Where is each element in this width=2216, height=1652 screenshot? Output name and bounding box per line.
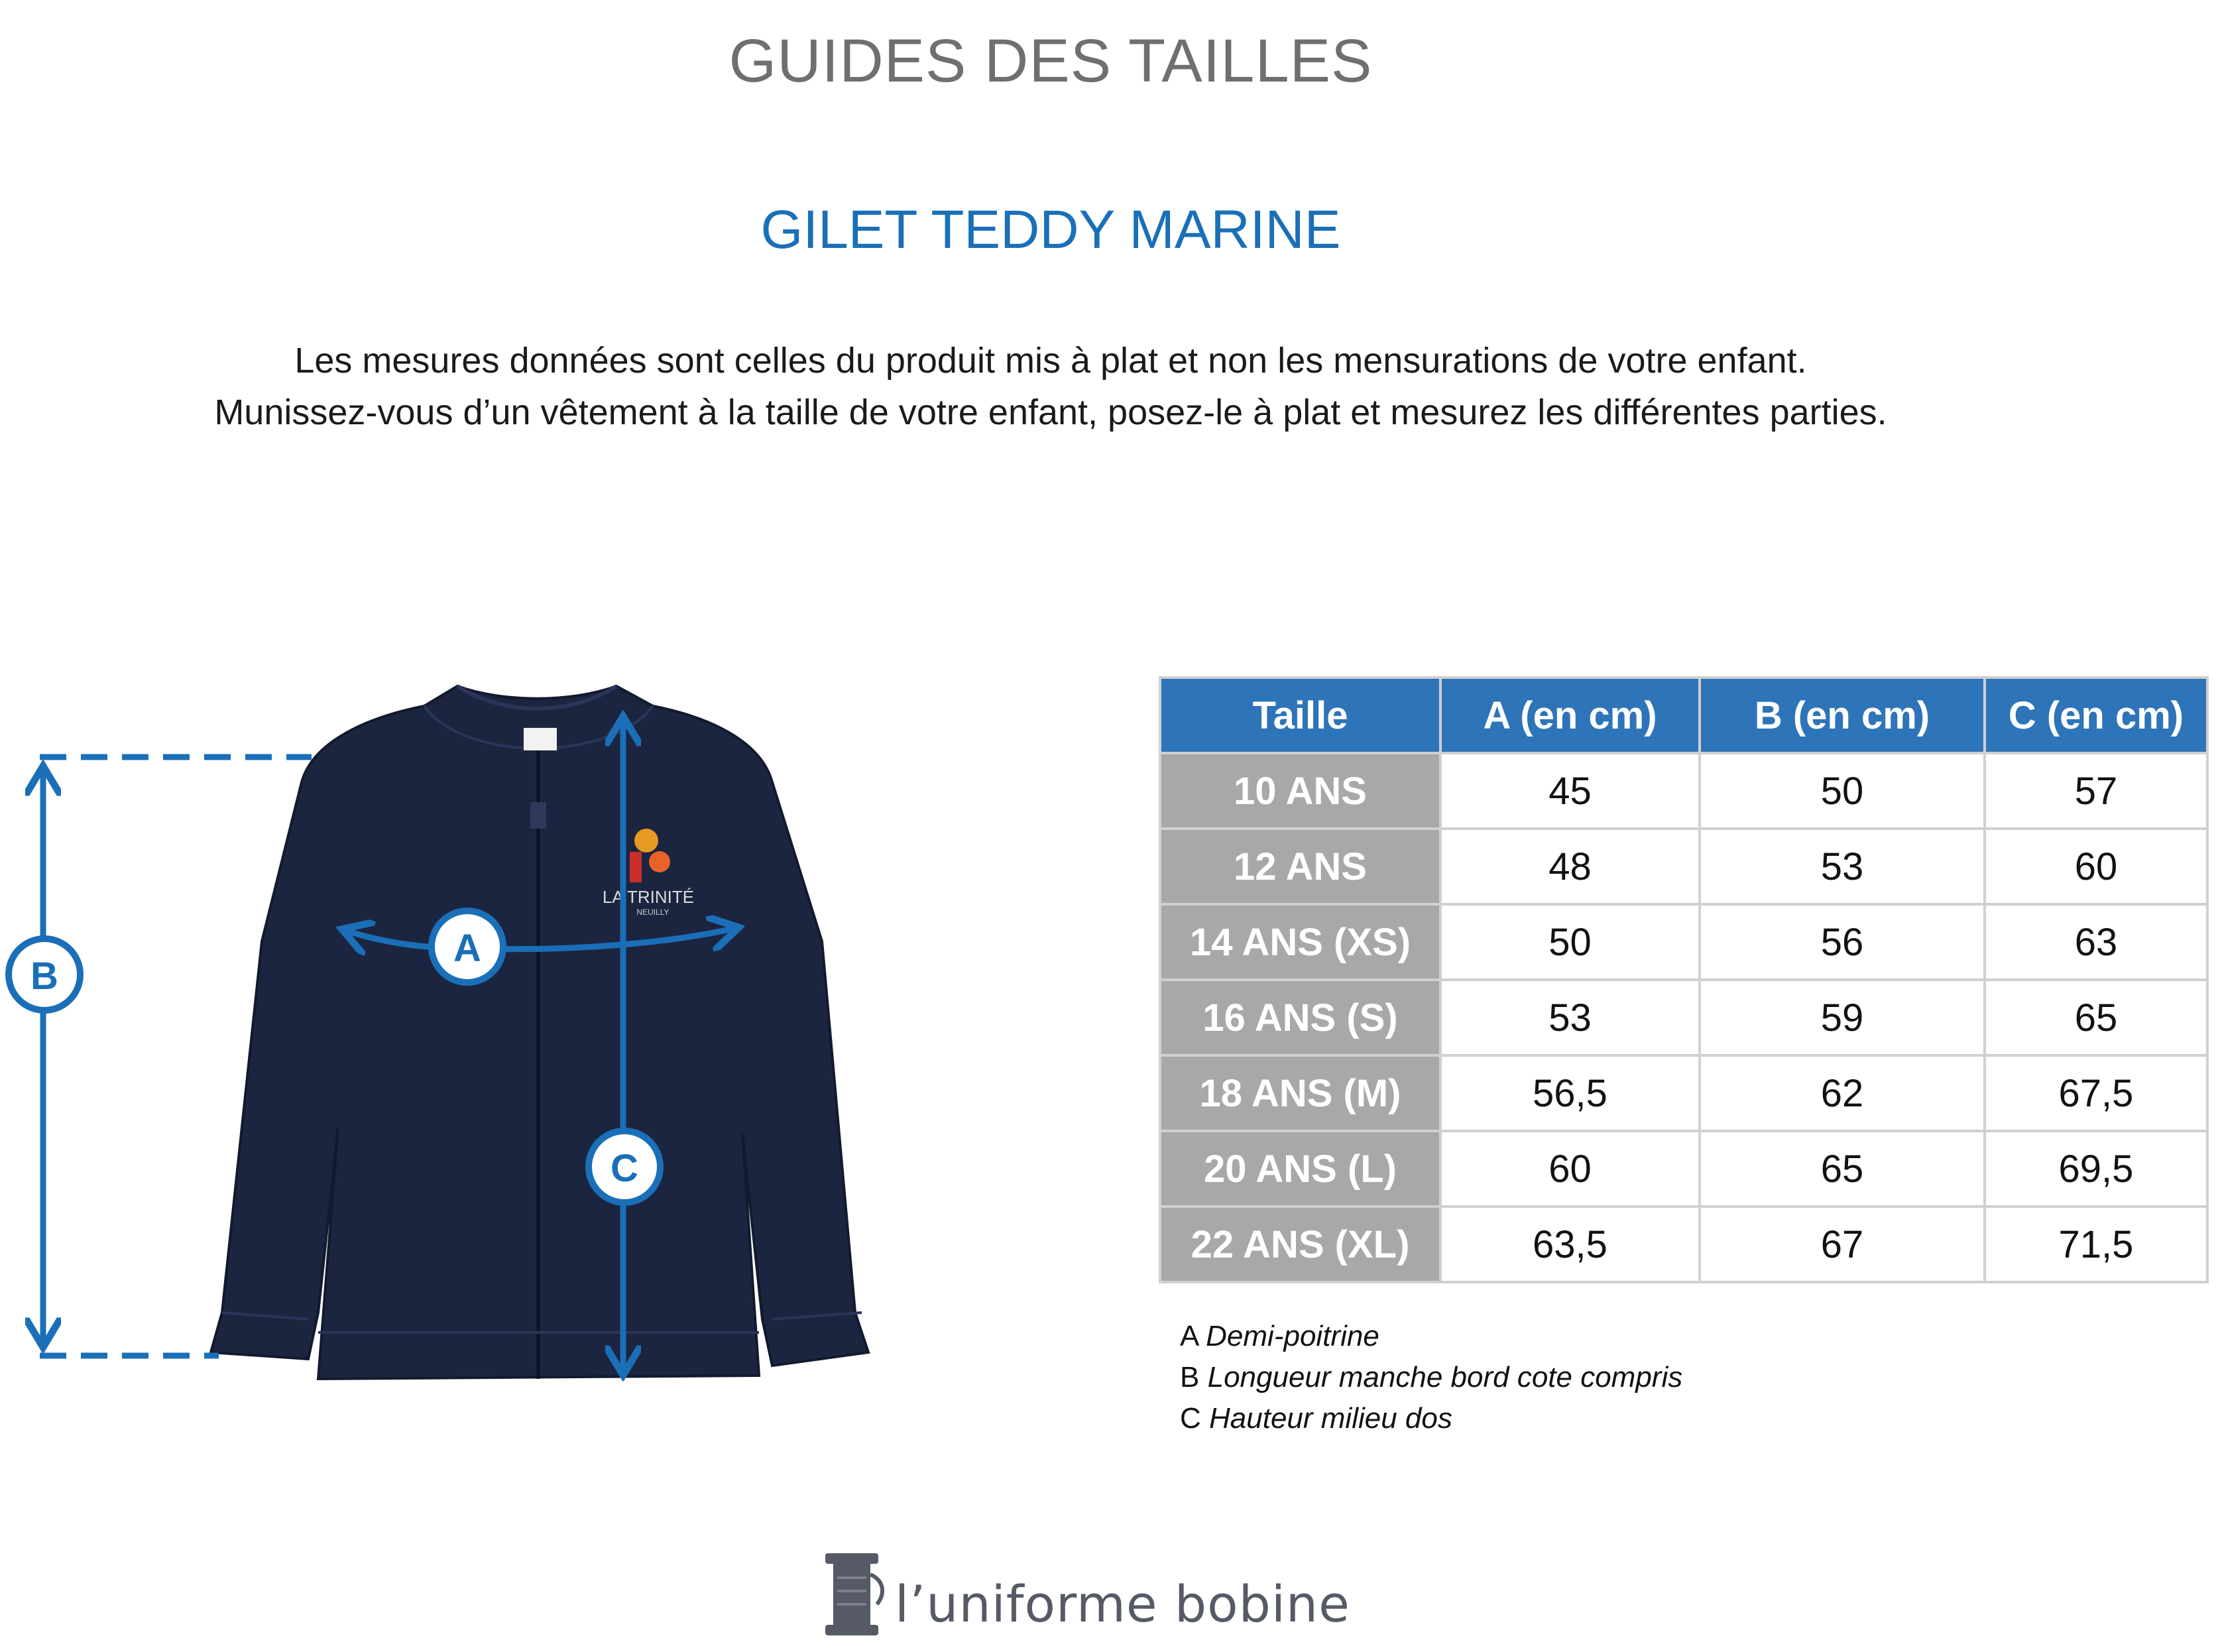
value-c: 69,5 [1985, 1131, 2207, 1207]
size-label: 10 ANS [1160, 753, 1440, 829]
intro-line-2: Munissez-vous d’un vêtement à la taille de votre enfant, posez-le à plat et mesurez les différentes parties. [214, 392, 1887, 432]
product-title: GILET TEDDY MARINE [760, 200, 1341, 260]
legend-key: B [1180, 1361, 1200, 1393]
marker-c: C [611, 1147, 638, 1190]
value-b: 65 [1700, 1131, 1985, 1207]
value-c: 63 [1985, 904, 2207, 980]
legend-key: A [1180, 1320, 1198, 1352]
value-c: 71,5 [1985, 1207, 2207, 1282]
legend-item [1180, 1316, 1682, 1357]
value-c: 67,5 [1985, 1055, 2207, 1131]
table-row [1160, 1131, 2207, 1207]
size-label: 20 ANS (L) [1160, 1131, 1440, 1207]
value-c: 60 [1985, 829, 2207, 904]
table-header-row [1160, 678, 2207, 753]
value-a: 48 [1440, 829, 1700, 904]
size-label: 12 ANS [1160, 829, 1440, 904]
value-b: 53 [1700, 829, 1985, 904]
value-c: 57 [1985, 753, 2207, 829]
legend-key: C [1180, 1402, 1201, 1435]
legend-item [1180, 1357, 1682, 1398]
badge-text: LA TRINITÉ [602, 887, 695, 907]
table-row [1160, 1055, 2207, 1131]
value-a: 50 [1440, 904, 1700, 980]
marker-a: A [453, 927, 481, 970]
table-row [1160, 904, 2207, 980]
garment-illustration [0, 663, 928, 1432]
table-row [1160, 753, 2207, 829]
badge-subtext: NEUILLY [636, 908, 670, 917]
size-label: 18 ANS (M) [1160, 1055, 1440, 1131]
value-a: 53 [1440, 980, 1700, 1055]
intro-text [0, 335, 2101, 438]
table-row [1160, 980, 2207, 1055]
measurement-legend [1180, 1316, 1682, 1439]
header-b: B (en cm) [1700, 678, 1985, 753]
brand-name: l’uniforme bobine [895, 1574, 1350, 1633]
header-a: A (en cm) [1440, 678, 1700, 753]
value-c: 65 [1985, 980, 2207, 1055]
table-row [1160, 829, 2207, 904]
table-row [1160, 1207, 2207, 1282]
value-b: 62 [1700, 1055, 1985, 1131]
header-c: C (en cm) [1985, 678, 2207, 753]
value-b: 59 [1700, 980, 1985, 1055]
legend-item [1180, 1398, 1682, 1439]
size-label: 16 ANS (S) [1160, 980, 1440, 1055]
size-label: 22 ANS (XL) [1160, 1207, 1440, 1282]
value-a: 45 [1440, 753, 1700, 829]
value-a: 60 [1440, 1131, 1700, 1207]
value-b: 56 [1700, 904, 1985, 980]
marker-b: B [30, 955, 58, 998]
value-a: 63,5 [1440, 1207, 1700, 1282]
value-a: 56,5 [1440, 1055, 1700, 1131]
page-title: GUIDES DES TAILLES [729, 27, 1373, 95]
header-size: Taille [1160, 678, 1440, 753]
size-table [1159, 676, 2209, 1283]
value-b: 50 [1700, 753, 1985, 829]
legend-description: Demi-poitrine [1206, 1320, 1379, 1352]
legend-description: Hauteur milieu dos [1209, 1402, 1452, 1435]
spool-icon [819, 1548, 892, 1641]
jacket [211, 686, 868, 1379]
value-b: 67 [1700, 1207, 1985, 1282]
size-label: 14 ANS (XS) [1160, 904, 1440, 980]
legend-description: Longueur manche bord cote compris [1207, 1361, 1683, 1393]
intro-line-1: Les mesures données sont celles du produit mis à plat et non les mensurations de votre enfant. [294, 341, 1807, 381]
brand-logo [819, 1548, 1350, 1641]
